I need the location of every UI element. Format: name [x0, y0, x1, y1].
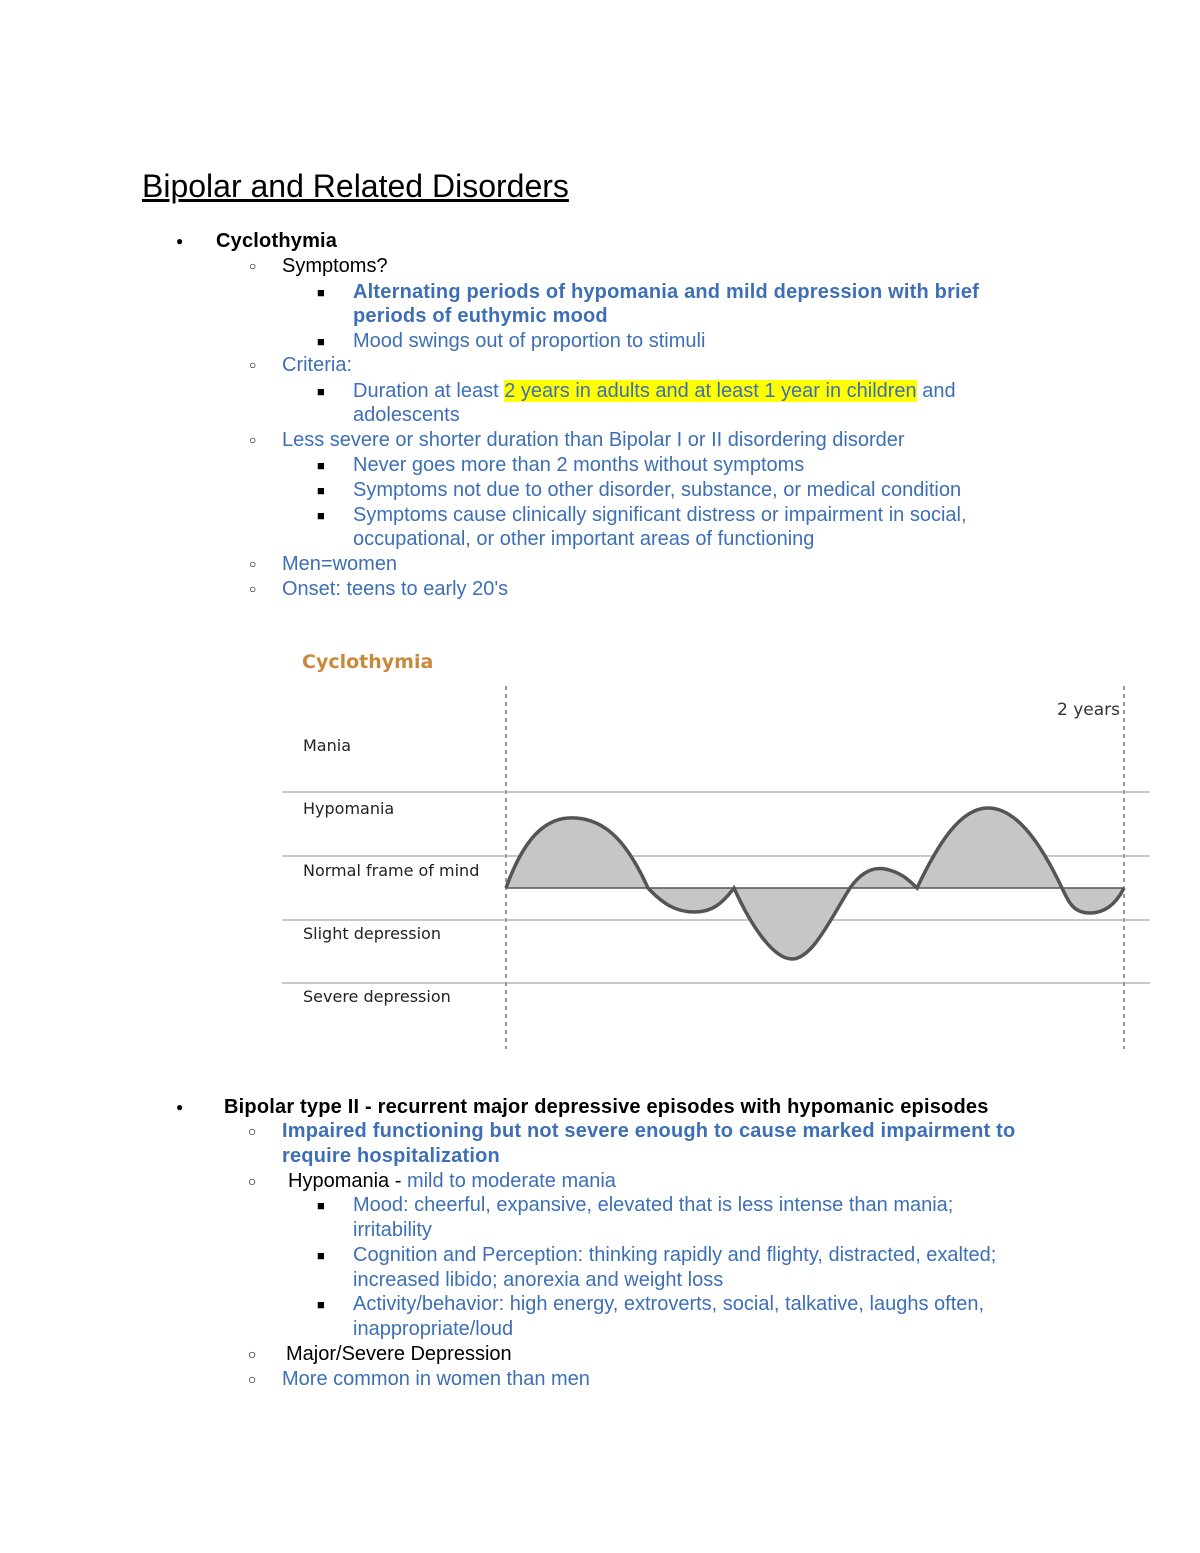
cyclothymia-mood-diagram [282, 624, 1152, 1064]
activity-item: Activity/behavior: high energy, extroverts, social, talkative, laughs often, [353, 1293, 985, 1315]
cognition-item: Cognition and Perception: thinking rapidly and flighty, distracted, exalted; [353, 1244, 997, 1266]
bullet-circle: ○ [248, 1123, 257, 1139]
bullet-dot: ● [176, 234, 184, 248]
onset: Onset: teens to early 20's [282, 578, 509, 600]
bullet-square: ■ [317, 334, 325, 349]
criteria-duration-cont: adolescents [353, 404, 460, 426]
symptom-alternating: Alternating periods of hypomania and mild depression with brief [353, 281, 979, 303]
bullet-circle: ○ [249, 582, 257, 596]
men-women: Men=women [282, 553, 398, 575]
mood-item: Mood: cheerful, expansive, elevated that is less intense than mania; [353, 1194, 954, 1216]
hypomania-item [288, 1169, 616, 1194]
level-normal: Normal frame of mind [303, 861, 480, 880]
symptoms-label: Symptoms? [282, 255, 388, 277]
diagram-title: Cyclothymia [302, 651, 434, 673]
criteria-duration-pre: Duration at least [353, 380, 505, 402]
mood-area [506, 808, 1124, 959]
level-mania: Mania [303, 736, 351, 755]
symptom-alternating-cont: periods of euthymic mood [353, 305, 608, 327]
impaired-functioning: Impaired functioning but not severe enough to cause marked impairment to [282, 1120, 1016, 1142]
cyclothymia-heading: Cyclothymia [216, 230, 338, 252]
criteria-label: Criteria: [282, 354, 353, 376]
level-severe-depression: Severe depression [303, 987, 451, 1006]
bullet-dot: ● [176, 1100, 184, 1114]
distress: Symptoms cause clinically significant distress or impairment in social, [353, 504, 967, 526]
bullet-square: ■ [317, 508, 325, 523]
bullet-circle: ○ [248, 1371, 257, 1387]
criteria-duration-highlight: 2 years in adults and at least 1 year in children [504, 380, 917, 402]
bullet-square: ■ [317, 285, 325, 300]
bullet-circle: ○ [249, 433, 257, 447]
bullet-square: ■ [317, 1297, 325, 1312]
diagram-duration-label: 2 years [1056, 700, 1120, 720]
bullet-circle: ○ [249, 557, 257, 571]
bullet-square: ■ [317, 1248, 325, 1263]
not-due: Symptoms not due to other disorder, substance, or medical condition [353, 479, 962, 501]
level-hypomania: Hypomania [303, 799, 395, 818]
bullet-square: ■ [317, 1198, 325, 1213]
major-depression: Major/Severe Depression [286, 1343, 512, 1365]
bullet-circle: ○ [248, 1346, 257, 1362]
bullet-square: ■ [317, 483, 325, 498]
bullet-circle: ○ [249, 259, 257, 273]
activity-item-cont: inappropriate/loud [353, 1318, 514, 1340]
impaired-functioning-cont: require hospitalization [282, 1145, 500, 1167]
symptom-mood-swings: Mood swings out of proportion to stimuli [353, 330, 706, 352]
criteria-duration [353, 379, 956, 404]
hypomania-desc: mild to moderate mania [406, 1170, 616, 1192]
level-slight-depression: Slight depression [303, 924, 441, 943]
criteria-duration-post: and [916, 380, 956, 402]
distress-cont: occupational, or other important areas of functioning [353, 528, 815, 550]
hypomania-label: Hypomania - [288, 1170, 407, 1192]
cognition-item-cont: increased libido; anorexia and weight loss [353, 1269, 724, 1291]
bullet-circle: ○ [249, 358, 257, 372]
less-severe: Less severe or shorter duration than Bipolar I or II disordering disorder [282, 429, 905, 451]
page-title: Bipolar and Related Disorders [142, 168, 569, 204]
bullet-square: ■ [317, 384, 325, 399]
bipolar2-heading: Bipolar type II - recurrent major depressive episodes with hypomanic episodes [224, 1096, 989, 1118]
more-common: More common in women than men [282, 1368, 590, 1390]
bullet-circle: ○ [248, 1173, 257, 1189]
bullet-square: ■ [317, 458, 325, 473]
mood-item-cont: irritability [353, 1219, 432, 1241]
never-goes: Never goes more than 2 months without symptoms [353, 454, 805, 476]
